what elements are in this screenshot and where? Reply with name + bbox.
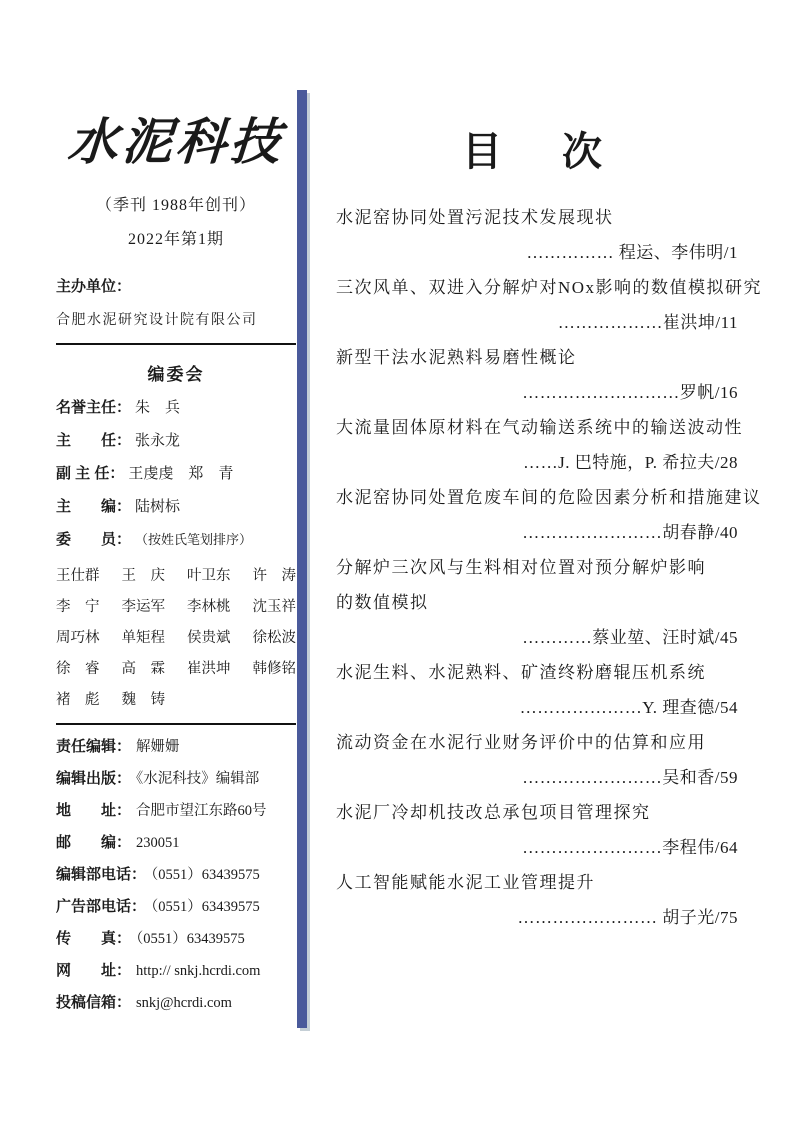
role-value: 王虔虔 郑 青 xyxy=(128,466,234,482)
toc-entry xyxy=(336,865,738,935)
role-label: 名誉主任： xyxy=(56,399,132,416)
pub-value: 230051 xyxy=(136,835,180,851)
toc-heading: 目 次 xyxy=(462,129,612,174)
board-member: 李运军 xyxy=(121,599,165,615)
pub-value email-address: snkj@hcrdi.com xyxy=(136,995,232,1011)
role-label: 主 任： xyxy=(56,432,132,449)
board-member: 崔洪坤 xyxy=(187,661,231,677)
pub-value: （0551）63439575 xyxy=(151,899,260,915)
toc-entry-byline: …………………Y. 理查德/54 xyxy=(519,698,738,717)
pub-label: 编辑出版： xyxy=(56,770,132,787)
pub-info-address xyxy=(56,801,296,821)
toc-entry xyxy=(336,480,762,550)
vertical-divider-bar xyxy=(297,90,307,1028)
toc-entry-byline: ……………………胡春静/40 xyxy=(522,523,738,542)
toc-entry-title: 三次风单、双进入分解炉对NOx影响的数值模拟研究 xyxy=(336,278,763,297)
toc-entry-title: 新型干法水泥熟料易磨性概论 xyxy=(336,348,577,367)
toc-entry xyxy=(336,200,738,270)
toc-entry xyxy=(336,655,738,725)
toc-entry-title: 分解炉三次风与生料相对位置对预分解炉影响 xyxy=(336,558,706,577)
pub-info-ad-phone xyxy=(56,897,296,917)
board-member: 高 霖 xyxy=(121,661,165,677)
board-role-chief-editor xyxy=(56,497,296,517)
toc-entry-byline: …………蔡业堃、汪时斌/45 xyxy=(522,628,738,647)
pub-value: （0551）63439575 xyxy=(151,867,260,883)
journal-subtitle: （季刊 1988年创刊） xyxy=(95,197,256,214)
role-value: （按姓氏笔划排序） xyxy=(135,532,253,547)
pub-label: 地 址： xyxy=(56,802,132,819)
role-label: 委 员： xyxy=(56,531,132,548)
toc-entry xyxy=(336,270,763,340)
board-role-director xyxy=(56,431,296,451)
pub-value: 合肥市望江东路60号 xyxy=(136,803,267,819)
board-member: 叶卫东 xyxy=(187,568,231,584)
toc-entry-title: 水泥厂冷却机技改总承包项目管理探究 xyxy=(336,803,651,822)
board-member: 单矩程 xyxy=(121,630,165,646)
toc-entry-byline: ……………………吴和香/59 xyxy=(522,768,738,787)
organizer-name: 合肥水泥研究设计院有限公司 xyxy=(56,313,258,328)
organizer-label: 主办单位： xyxy=(56,278,132,295)
toc-entry-byline: ……………………李程伟/64 xyxy=(522,838,738,857)
pub-value: （0551）63439575 xyxy=(136,931,245,947)
board-role-deputy-director xyxy=(56,464,296,484)
journal-info-column xyxy=(56,104,296,1013)
board-member: 许 涛 xyxy=(252,568,296,584)
pub-label: 责任编辑： xyxy=(56,738,132,755)
pub-value: 《水泥科技》编辑部 xyxy=(136,771,260,787)
toc-entry xyxy=(336,550,738,655)
toc-entry-title: 人工智能赋能水泥工业管理提升 xyxy=(336,873,595,892)
board-member: 徐松波 xyxy=(252,630,296,646)
role-value: 朱 兵 xyxy=(135,400,181,416)
role-label: 主 编： xyxy=(56,498,132,515)
toc-entry xyxy=(336,795,738,865)
journal-title: 水泥科技 xyxy=(65,114,286,170)
board-member: 周巧林 xyxy=(56,630,100,646)
toc-entry-byline: …………… 程运、李伟明/1 xyxy=(526,243,738,262)
toc-entry-title: 水泥窑协同处置污泥技术发展现状 xyxy=(336,208,614,227)
toc-entry-title: 流动资金在水泥行业财务评价中的估算和应用 xyxy=(336,733,706,752)
toc-entry xyxy=(336,340,738,410)
role-value: 陆树标 xyxy=(135,499,181,515)
pub-info-website xyxy=(56,961,296,981)
pub-label: 广告部电话： xyxy=(56,898,147,915)
toc-entry-title-line2: 的数值模拟 xyxy=(336,593,429,612)
toc-entry-byline: …………………… 胡子光/75 xyxy=(517,908,738,927)
toc-entry xyxy=(336,725,738,795)
pub-info-submission-email xyxy=(56,993,296,1013)
toc-column xyxy=(336,122,763,935)
board-member: 徐 睿 xyxy=(56,661,100,677)
pub-info-postcode xyxy=(56,833,296,853)
board-member: 沈玉祥 xyxy=(252,599,296,615)
board-member: 魏 铸 xyxy=(121,692,165,708)
pub-info-editorial-phone xyxy=(56,865,296,885)
board-member: 褚 彪 xyxy=(56,692,100,708)
board-members-list xyxy=(56,564,296,709)
toc-entry-title: 水泥窑协同处置危废车间的危险因素分析和措施建议 xyxy=(336,488,762,507)
pub-value: 解姗姗 xyxy=(136,739,180,755)
toc-entry-byline: ………………崔洪坤/11 xyxy=(557,313,738,332)
pub-info-publisher xyxy=(56,769,296,789)
toc-entry-title: 大流量固体原材料在气动输送系统中的输送波动性 xyxy=(336,418,743,437)
pub-label: 邮 编： xyxy=(56,834,132,851)
journal-issue: 2022年第1期 xyxy=(127,231,224,248)
role-label: 副 主 任： xyxy=(56,465,125,482)
board-member: 李 宁 xyxy=(56,599,100,615)
editorial-board-heading: 编委会 xyxy=(147,365,205,384)
board-member: 王仕群 xyxy=(56,568,100,584)
board-member: 韩修铭 xyxy=(252,661,296,677)
divider-line-top xyxy=(56,343,296,345)
pub-label: 投稿信箱： xyxy=(56,994,132,1011)
pub-label: 传 真： xyxy=(56,930,132,947)
board-role-honorary-director xyxy=(56,398,296,418)
divider-line-bottom xyxy=(56,723,296,725)
toc-entry-byline: ……J. 巴特施，P. 希拉夫/28 xyxy=(523,453,738,472)
pub-label: 网 址： xyxy=(56,962,132,979)
toc-entry-byline: ………………………罗帆/16 xyxy=(522,383,738,402)
toc-entry-title: 水泥生料、水泥熟料、矿渣终粉磨辊压机系统 xyxy=(336,663,706,682)
pub-info-fax xyxy=(56,929,296,949)
pub-info-responsible-editor xyxy=(56,737,296,757)
pub-value website-url: http:// snkj.hcrdi.com xyxy=(136,963,261,979)
board-member: 李林桃 xyxy=(187,599,231,615)
board-member: 侯贵斌 xyxy=(187,630,231,646)
board-role-members xyxy=(56,530,296,550)
board-member: 王 庆 xyxy=(121,568,165,584)
toc-entry xyxy=(336,410,743,480)
role-value: 张永龙 xyxy=(135,433,181,449)
pub-label: 编辑部电话： xyxy=(56,866,147,883)
